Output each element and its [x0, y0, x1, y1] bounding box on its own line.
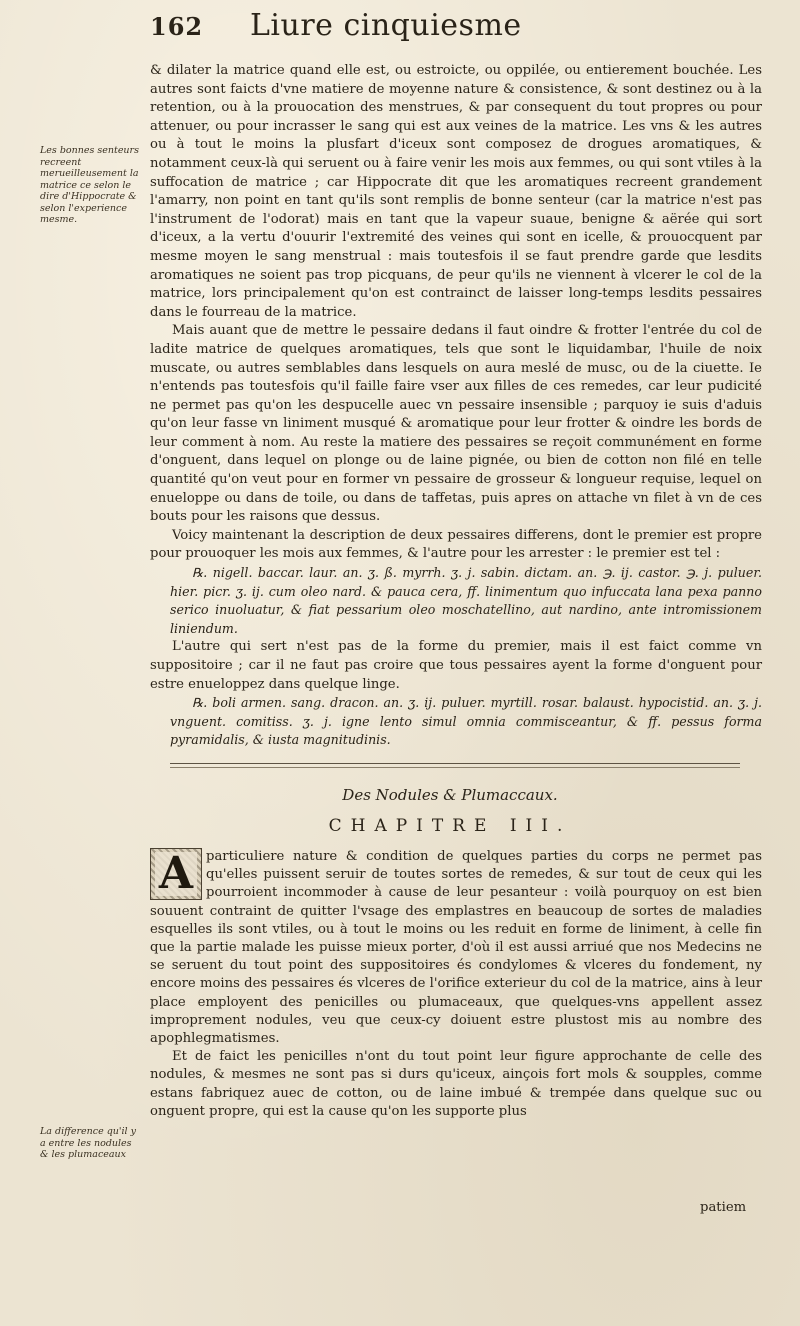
prescription-2: ℞. boli armen. sang. dracon. an. ʒ. ij. puluer. myrtill. rosar. balaust. hypocistid. an. ʒ. j. vnguent. comitiss. ʒ. j. igne lento simul omnia commisceantur, & ff. pessus forma pyramidalis, & iusta magnitudinis.	[170, 695, 762, 748]
drop-cap-letter: A	[155, 852, 197, 896]
margin-note-difference: La difference qu'il y a entre les nodules & les plumaceaux	[40, 1126, 136, 1160]
paragraph: Et de faict les penicilles n'ont du tout point leur figure approchante de celle des nodules, & mesmes ne sont pas si durs qu'iceux, ainçois fort mols & soupples, comme estans fabriquez auec de cotton, ou de laine imbué & trempée dans quelque suc ou onguent propre, qui est la cause qu'on les supporte plus	[150, 1049, 762, 1119]
prescription-1: ℞. nigell. baccar. laur. an. ʒ. ß. myrrh. ʒ. j. sabin. dictam. an. ℈. ij. castor. ℈. j. puluer. hier. picr. ʒ. ij. cum oleo nard. & pauca cera, ff. linimentum quo infuccata lana pexa panno serico inuoluatur, & fiat pessarium oleo moschatellino, aut nardino, ante intromissionem liniendum.	[170, 565, 762, 636]
main-text	[150, 62, 762, 750]
catchword: patiem	[700, 1200, 747, 1215]
chapter-heading: CHAPITRE III.	[328, 816, 572, 836]
paragraph: particuliere nature & condition de quelques parties du corps ne permet pas qu'elles puissent seruir de toutes sortes de remedes, & sur tout de ceux qui les pourroient incommoder à cause de leur pesanteur : voilà pourquoy on est bien souuent contraint de quitter l'vsage des emplastres en beaucoup de sortes de maladies esquelles ils sont vtiles, ou à tout le moins ou les reduit en forme de liniment, à celle fin que la partie malade les puisse mieux porter, d'où il est aussi arriué que nos Medecins ne se seruent du tout point des suppositoires és condylomes & vlceres du fondement, ny encore moins des pessaires és vlceres de l'orifice exterieur du col de la matrice, ains à leur place employent des penicilles ou plumaceaux, que quelques-vns appellent assez improprement nodules, veu que ceux-cy doiuent estre plustost mis au nombre des apophlegmatismes.	[150, 849, 762, 1047]
paragraph: Voicy maintenant la description de deux pessaires differens, dont le premier est propre pour prouoquer les mois aux femmes, & l'autre pour les arrester : le premier est tel :	[150, 527, 762, 562]
margin-note-senteurs: Les bonnes senteurs recreent merueilleusement la matrice ce selon le dire d'Hippocrate & selon l'experience mesme.	[40, 145, 139, 225]
paragraph: L'autre qui sert n'est pas de la forme du premier, mais il est faict comme vn suppositoire ; car il ne faut pas croire que tous pessaires ayent la forme d'onguent pour estre enueloppez dans quelque linge.	[150, 639, 762, 692]
running-head	[150, 8, 750, 48]
section-title: Des Nodules & Plumaccaux.	[342, 786, 558, 804]
section-divider	[170, 763, 740, 764]
page-number: 162	[150, 12, 204, 41]
chapter-text	[150, 848, 762, 1121]
section-divider-inner	[170, 767, 740, 768]
paragraph: Mais auant que de mettre le pessaire dedans il faut oindre & frotter l'entrée du col de ladite matrice de quelques aromatiques, tels que sont le liquidambar, l'huile de noix muscate, ou autres semblables dans lesquels on aura meslé de musc, ou de la ciuette. Ie n'entends pas toutesfois qu'il faille faire vser aux filles de ces remedes, car leur pudicité ne permet pas qu'on les despucelle auec vn pessaire insensible ; parquoy ie suis d'aduis qu'on leur fasse vn liniment musqué & aromatique pour leur frotter & oindre les bords de leur comment à nom. Au reste la matiere des pessaires se reçoit communément en forme d'onguent, dans lequel on plonge ou de laine pignée, ou bien de cotton non filé en telle quantité qu'on veut pour en former vn pessaire de grosseur & longueur requise, lequel on enueloppe ou dans de toile, ou dans de taffetas, puis apres on attache vn filet à vn de ces bouts pour les raisons que dessus.	[150, 323, 762, 525]
book-title: Liure cinquiesme	[250, 8, 522, 43]
paragraph: & dilater la matrice quand elle est, ou estroicte, ou oppilée, ou entierement bouchée. Les autres sont faicts d'vne matiere de moyenne nature & consistence, & sont destinez ou à la retention, ou à la prouocation des menstrues, & par consequent du tout propres ou pour attenuer, ou pour incrasser le sang qui est aux veines de la matrice. Les vns & les autres ou à tout le moins la plusfart d'iceux sont composez de drogues aromatiques, & notamment ceux-là qui seruent ou à faire venir les mois aux femmes, ou qui sont vtiles à la suffocation de matrice ; car Hippocrate dit que les aromatiques recreent grandement l'amarry, non point en tant qu'ils sont remplis de bonne senteur (car la matrice n'est pas l'instrument de l'odorat) mais en tant que la vapeur suaue, benigne & aërée qui sort d'iceux, a la vertu d'ouurir l'extremité des veines qui sont en icelle, & prouocquent par mesme moyen le sang menstrual : mais toutesfois il se faut prendre garde que lesdits aromatiques ne soient pas trop picquans, de peur qu'ils ne viennent à vlcerer le col de la matrice, lors principalement qu'on est contrainct de laisser long-temps lesdits pessaires dans le fourreau de la matrice.	[150, 63, 762, 320]
ornamental-drop-cap	[150, 848, 202, 900]
